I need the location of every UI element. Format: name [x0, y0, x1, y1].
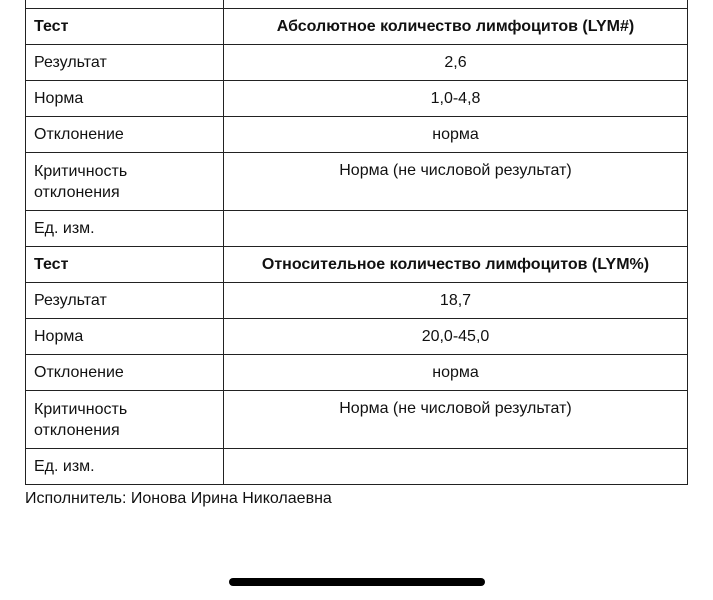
test-name: Абсолютное количество лимфоцитов (LYM#): [224, 9, 688, 45]
test-header-label: Тест: [26, 9, 224, 45]
norm-row: [26, 81, 688, 117]
unit-row: [26, 211, 688, 247]
deviation-row: [26, 117, 688, 153]
row-value: Норма (не числовой результат): [224, 391, 688, 449]
row-value: норма: [224, 117, 688, 153]
test-name: Относительное количество лимфоцитов (LYM%): [224, 247, 688, 283]
row-label: Критичность отклонения: [26, 391, 224, 449]
row-label: Норма: [26, 81, 224, 117]
stub-cell: [26, 0, 224, 9]
home-indicator[interactable]: [229, 578, 485, 586]
test-header-row: [26, 247, 688, 283]
executor-line: Исполнитель: Ионова Ирина Николаевна: [25, 490, 332, 507]
row-label: Результат: [26, 45, 224, 81]
result-row: [26, 45, 688, 81]
norm-row: [26, 319, 688, 355]
row-value: 18,7: [224, 283, 688, 319]
row-label: Результат: [26, 283, 224, 319]
row-label: Норма: [26, 319, 224, 355]
row-value: [224, 211, 688, 247]
criticality-row: [26, 153, 688, 211]
row-value: 2,6: [224, 45, 688, 81]
test-header-row: [26, 9, 688, 45]
row-value: Норма (не числовой результат): [224, 153, 688, 211]
previous-row-stub: [26, 0, 688, 9]
test-header-label: Тест: [26, 247, 224, 283]
row-value: [224, 449, 688, 485]
results-table: [25, 0, 688, 485]
stub-cell: [224, 0, 688, 9]
row-value: 1,0-4,8: [224, 81, 688, 117]
row-label: Отклонение: [26, 117, 224, 153]
criticality-row: [26, 391, 688, 449]
row-label: Критичность отклонения: [26, 153, 224, 211]
deviation-row: [26, 355, 688, 391]
unit-row: [26, 449, 688, 485]
row-value: 20,0-45,0: [224, 319, 688, 355]
row-label: Ед. изм.: [26, 449, 224, 485]
row-label: Отклонение: [26, 355, 224, 391]
result-row: [26, 283, 688, 319]
row-value: норма: [224, 355, 688, 391]
row-label: Ед. изм.: [26, 211, 224, 247]
